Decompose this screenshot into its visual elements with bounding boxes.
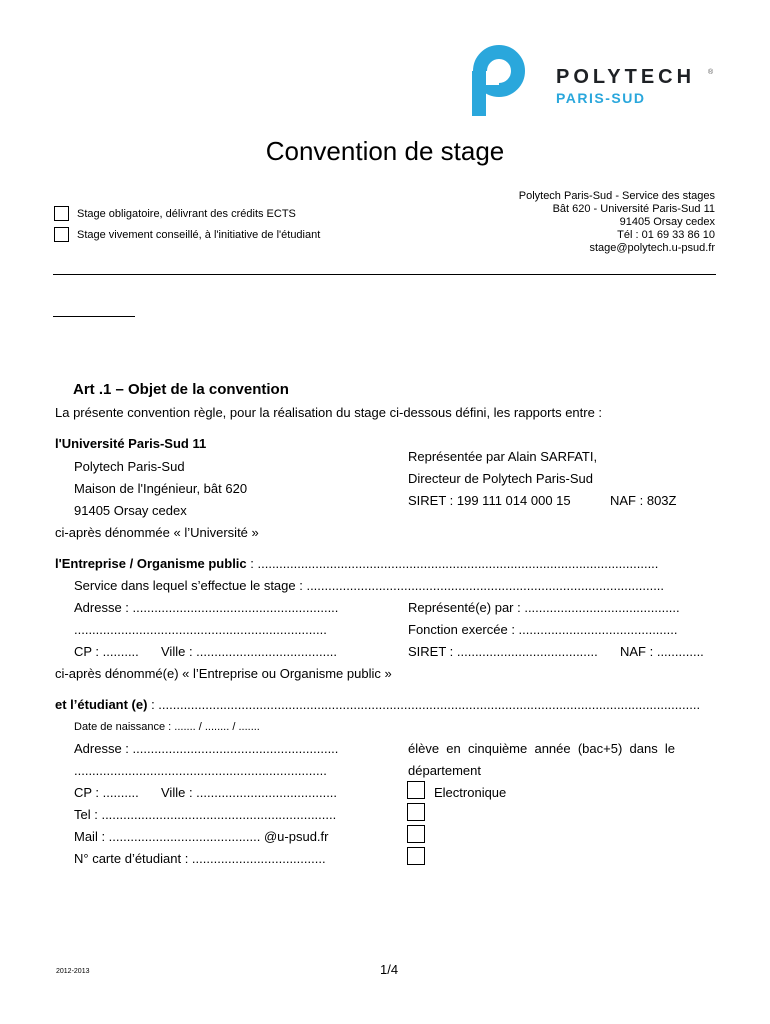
logo-wordmark: POLYTECH [556, 66, 696, 88]
student-name-field[interactable] [55, 697, 715, 712]
company-designation: ci-après dénommé(e) « l’Entreprise ou Organisme public » [55, 666, 392, 681]
company-represented-field[interactable]: Représenté(e) par : ........................................... [408, 600, 680, 615]
company-label: l'Entreprise / Organisme public [55, 556, 247, 571]
contact-block [415, 190, 715, 255]
student-name-dots: : ...................................................................................................................................................... [147, 697, 701, 712]
contact-line: 91405 Orsay cedex [619, 216, 715, 228]
company-fonction-field[interactable]: Fonction exercée : ............................................ [408, 622, 678, 637]
student-card-field[interactable]: N° carte d’étudiant : ..................................... [74, 851, 326, 866]
page-number: 1/4 [380, 962, 399, 977]
student-dept-label: département [408, 763, 481, 778]
page-title: Convention de stage [265, 136, 505, 166]
logo-subtitle: PARIS-SUD [556, 90, 646, 106]
dept-checkbox-3[interactable] [407, 825, 425, 843]
student-tel-field[interactable]: Tel : ................................................................. [74, 807, 337, 822]
checkbox-conseille[interactable] [54, 227, 69, 242]
university-line: 91405 Orsay cedex [74, 503, 187, 518]
student-mail-field[interactable]: Mail : .......................................... @u-psud.fr [74, 829, 329, 844]
contact-line: Polytech Paris-Sud - Service des stages [518, 190, 715, 202]
student-ville-field[interactable]: Ville : ....................................... [161, 785, 338, 800]
checkbox-row-conseille[interactable] [54, 227, 320, 242]
blank-line [53, 316, 135, 317]
university-rep: Représentée par Alain SARFATI, [408, 449, 598, 464]
university-naf: NAF : 803Z [610, 493, 677, 508]
company-name-dots: : ............................................................................................................... [246, 556, 659, 571]
contact-line: Bât 620 - Université Paris-Sud 11 [552, 203, 715, 215]
university-name: l'Université Paris-Sud 11 [55, 436, 207, 451]
university-director: Directeur de Polytech Paris-Sud [408, 471, 593, 486]
company-siret-field[interactable]: SIRET : ....................................... [408, 644, 598, 659]
divider [53, 274, 716, 275]
university-line: Maison de l'Ingénieur, bât 620 [74, 481, 248, 496]
checkbox-row-obligatoire[interactable] [54, 206, 296, 221]
company-cp-field[interactable]: CP : .......... [74, 644, 139, 659]
company-address2-field[interactable]: ...................................................................... [74, 622, 327, 637]
checkbox-obligatoire[interactable] [54, 206, 69, 221]
checkbox-label-obligatoire: Stage obligatoire, délivrant des crédits ECTS [77, 207, 296, 220]
university-siret: SIRET : 199 111 014 000 15 [408, 493, 571, 508]
company-address-field[interactable]: Adresse : ......................................................... [74, 600, 339, 615]
company-naf-field[interactable]: NAF : ............. [620, 644, 704, 659]
article-intro: La présente convention règle, pour la réalisation du stage ci-dessous défini, les rapports entre : [55, 405, 603, 420]
footer-year: 2012-2013 [56, 968, 90, 975]
company-service-field[interactable]: Service dans lequel s’effectue le stage : ................................................................................................... [74, 578, 665, 593]
student-address2-field[interactable]: ...................................................................... [74, 763, 327, 778]
student-label: et l’étudiant (e) [55, 697, 148, 712]
dept-checkbox-4[interactable] [407, 847, 425, 865]
contact-email: stage@polytech.u-psud.fr [589, 242, 715, 254]
contact-line: Tél : 01 69 33 86 10 [617, 229, 715, 241]
polytech-logo-icon [472, 44, 526, 116]
student-year-text: élève en cinquième année (bac+5) dans le [408, 741, 676, 756]
article-heading: Art .1 – Objet de la convention [73, 381, 289, 398]
checkbox-label-conseille: Stage vivement conseillé, à l'initiative de l'étudiant [77, 228, 321, 241]
dept-checkbox-2[interactable] [407, 803, 425, 821]
university-designation: ci-après dénommée « l’Université » [55, 525, 259, 540]
dept-label-electronique: Electronique [434, 785, 507, 800]
student-cp-field[interactable]: CP : .......... [74, 785, 139, 800]
company-name-field[interactable] [55, 556, 715, 571]
student-address-field[interactable]: Adresse : ......................................................... [74, 741, 339, 756]
dept-checkbox-electronique[interactable] [407, 781, 425, 799]
university-line: Polytech Paris-Sud [74, 459, 185, 474]
company-ville-field[interactable]: Ville : ....................................... [161, 644, 338, 659]
student-birth-field[interactable]: Date de naissance : ....... / ........ / ....... [74, 721, 260, 733]
registered-mark: ® [708, 69, 714, 76]
